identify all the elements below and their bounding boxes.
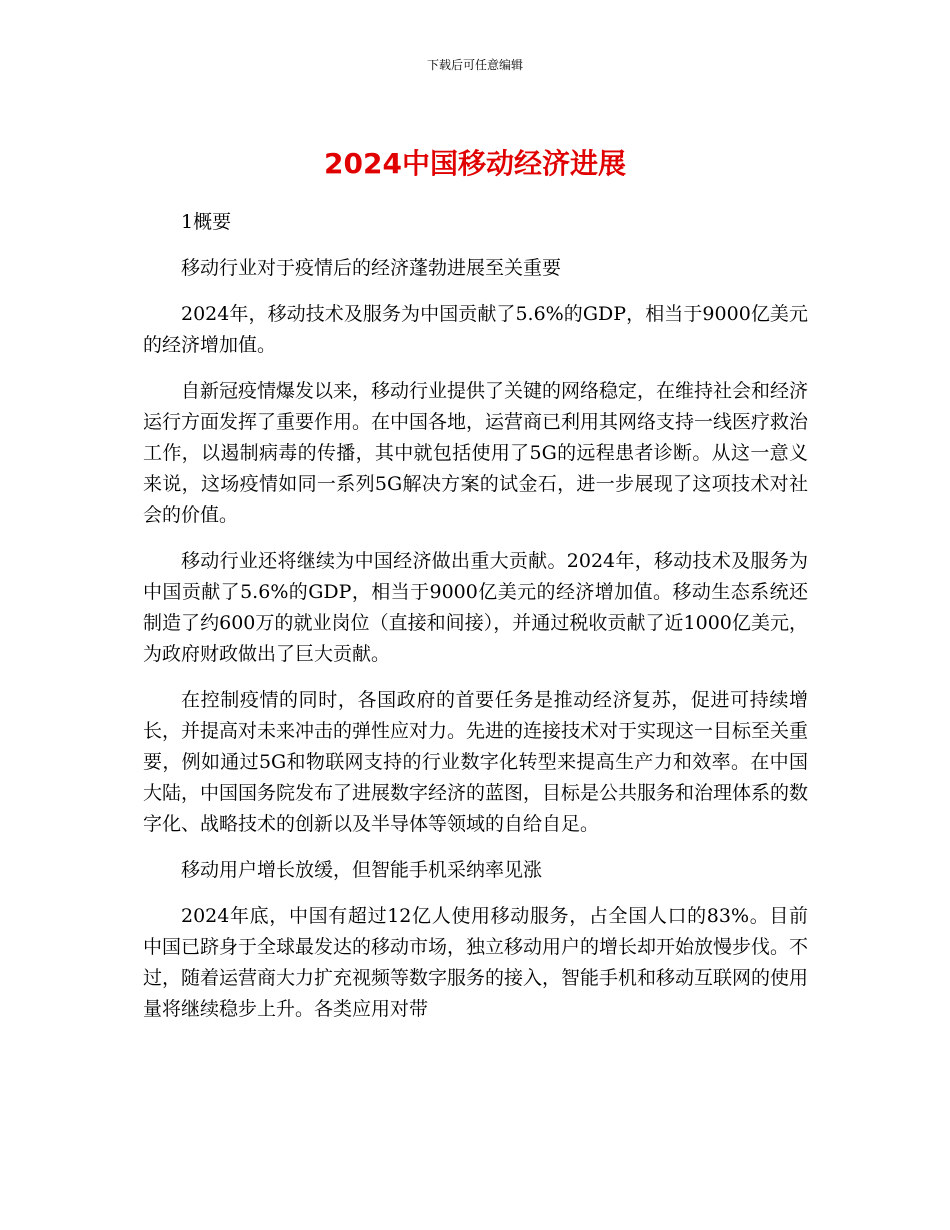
paragraph: 2024年底，中国有超过12亿人使用移动服务，占全国人口的83%。目前中国已跻身于全球最发达的移动市场，独立移动用户的增长却开始放慢步伐。不过，随着运营商大力扩充视频等数字服务的接入，智能手机和移动互联网的使用量将继续稳步上升。各类应用对带 (143, 905, 809, 1020)
paragraph: 2024年，移动技术及服务为中国贡献了5.6%的GDP，相当于9000亿美元的经济增加值。 (143, 303, 808, 356)
subheading: 移动用户增长放缓，但智能手机采纳率见涨 (181, 859, 543, 881)
paragraph: 在控制疫情的同时，各国政府的首要任务是推动经济复苏，促进可持续增长，并提高对未来冲击的弹性应对力。先进的连接技术对于实现这一目标至关重要，例如通过5G和物联网支持的行业数字化转型来提高生产力和效率。在中国大陆，中国国务院发布了进展数字经济的蓝图，目标是公共服务和治理体系的数字化、战略技术的创新以及半导体等领域的自给自足。 (143, 689, 809, 835)
paragraph: 自新冠疫情爆发以来，移动行业提供了关键的网络稳定，在维持社会和经济运行方面发挥了重要作用。在中国各地，运营商已利用其网络支持一线医疗救治工作，以遏制病毒的传播，其中就包括使用了5G的远程患者诊断。从这一意义来说，这场疫情如同一系列5G解决方案的试金石，进一步展现了这项技术对社会的价值。 (143, 380, 809, 526)
section-heading: 1概要 (181, 211, 232, 233)
document-body (143, 207, 808, 1040)
paragraph: 移动行业还将继续为中国经济做出重大贡献。2024年，移动技术及服务为中国贡献了5.6%的GDP，相当于9000亿美元的经济增加值。移动生态系统还制造了约600万的就业岗位（直接和间接），并通过税收贡献了近1000亿美元，为政府财政做出了巨大贡献。 (143, 550, 808, 665)
document-title: 2024中国移动经济进展 (324, 147, 626, 180)
header-note: 下载后可任意编辑 (426, 58, 523, 72)
subheading: 移动行业对于疫情后的经济蓬勃进展至关重要 (181, 257, 562, 279)
